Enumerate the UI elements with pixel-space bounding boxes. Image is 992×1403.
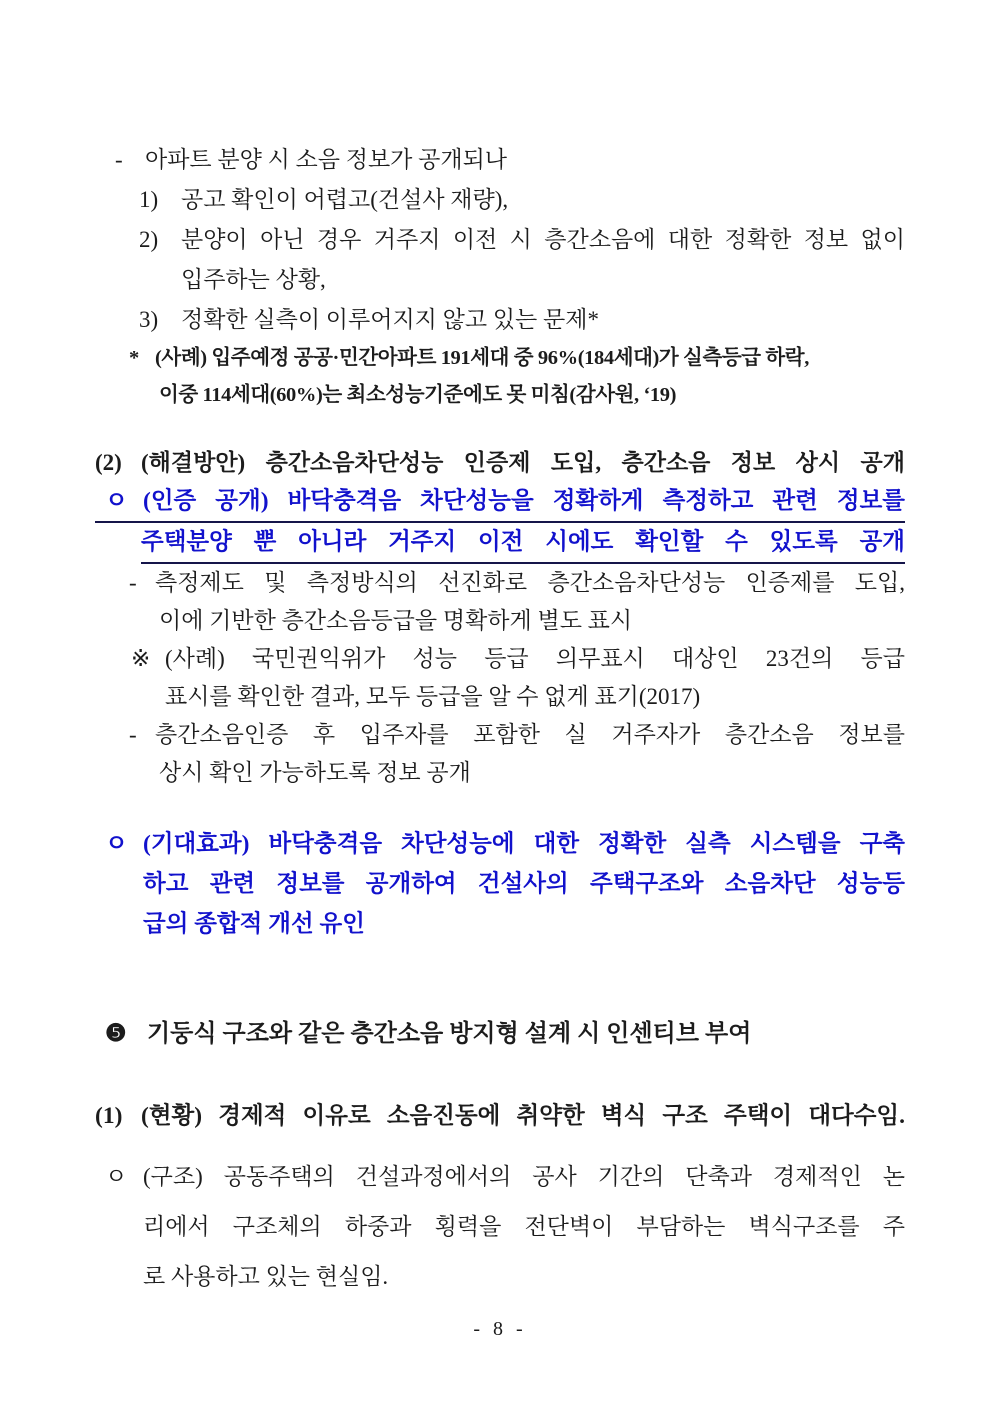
- dash-marker: -: [129, 722, 137, 747]
- paragraph-structure-line3: [95, 1252, 905, 1302]
- heading-current-status: [95, 1096, 905, 1136]
- line-text: 표시를 확인한 결과, 모두 등급을 알 수 없게 표기(2017): [165, 684, 701, 709]
- page-number: - 8 -: [473, 1318, 527, 1340]
- bullet-text: (인증 공개) 바닥충격음 차단성능을 정확하게 측정하고 관련 정보를: [143, 488, 905, 514]
- bullet-text: (기대효과) 바닥충격음 차단성능에 대한 정확한 실측 시스템을 구축: [143, 831, 905, 857]
- line-text: 측정제도 및 측정방식의 선진화로 층간소음차단성능 인증제를 도입,: [155, 570, 905, 595]
- bullet-expected-effect-line2: [95, 864, 905, 904]
- subitem-measurement-line1: [95, 564, 905, 602]
- bullet-text: 급의 종합적 개선 유인: [143, 911, 365, 937]
- heading-incentive-design: [95, 1014, 905, 1054]
- bullet-cert-disclosure-line2: [95, 523, 905, 564]
- bullet-expected-effect-line1: [95, 824, 905, 864]
- line-text: 공고 확인이 어렵고(건설사 재량),: [181, 187, 509, 212]
- reference-case-line1: [95, 640, 905, 678]
- footnote-text: (사례) 입주예정 공공·민간아파트 191세대 중 96%(184세대)가 실측등급 하락,: [155, 347, 809, 369]
- line-problem-3: [95, 300, 905, 340]
- section-number-marker: (1): [95, 1103, 123, 1129]
- line-text: 이에 기반한 층간소음등급을 명확하게 별도 표시: [159, 608, 633, 633]
- heading-text: (현황) 경제적 이유로 소음진동에 취약한 벽식 구조 주택이 대다수임.: [141, 1103, 905, 1129]
- line-problem-2: [95, 220, 905, 260]
- section-number-marker: (2): [95, 450, 122, 475]
- line-problem-1: [95, 180, 905, 220]
- subitem-disclosure-line1: [95, 716, 905, 754]
- paragraph-structure-line2: [95, 1202, 905, 1252]
- dash-marker: -: [129, 570, 137, 595]
- bullet-text: 하고 관련 정보를 공개하여 건설사의 주택구조와 소음차단 성능등: [143, 871, 905, 897]
- footnote-text: 이중 114세대(60%)는 최소성능기준에도 못 미침(감사원, ‘19): [159, 384, 677, 406]
- bullet-text: 주택분양 뿐 아니라 거주지 이전 시에도 확인할 수 있도록 공개: [141, 523, 905, 564]
- reference-case-line2: [95, 678, 905, 716]
- line-text: 분양이 아닌 경우 거주지 이전 시 층간소음에 대한 정확한 정보 없이: [181, 227, 905, 252]
- line-text: 아파트 분양 시 소음 정보가 공개되나: [145, 147, 508, 172]
- line-noise-info-intro: [95, 140, 905, 180]
- heading-text: (해결방안) 층간소음차단성능 인증제 도입, 층간소음 정보 상시 공개: [141, 450, 905, 475]
- footnote-case-line1: [95, 340, 905, 377]
- number-marker: 1): [139, 187, 159, 212]
- asterisk-marker: *: [129, 347, 139, 369]
- circle-bullet-marker: ㅇ: [105, 488, 128, 514]
- footnote-case-line2: [95, 377, 905, 414]
- dash-marker: -: [115, 147, 123, 172]
- paragraph-text: (구조) 공동주택의 건설과정에서의 공사 기간의 단축과 경제적인 논: [143, 1164, 905, 1189]
- subitem-disclosure-line2: [95, 754, 905, 792]
- subitem-measurement-line2: [95, 602, 905, 640]
- line-problem-2-cont: [95, 260, 905, 300]
- circled-5-marker: ❺: [105, 1021, 127, 1047]
- paragraph-structure-line1: [95, 1152, 905, 1202]
- paragraph-text: 리에서 구조체의 하중과 횡력을 전단벽이 부담하는 벽식구조를 주: [143, 1214, 905, 1239]
- line-text: 상시 확인 가능하도록 정보 공개: [159, 760, 471, 785]
- line-text: 입주하는 상황,: [181, 267, 326, 292]
- circle-bullet-marker: ㅇ: [105, 831, 128, 857]
- heading-text: 기둥식 구조와 같은 층간소음 방지형 설계 시 인센티브 부여: [147, 1021, 752, 1047]
- bullet-expected-effect-line3: [95, 904, 905, 944]
- paragraph-text: 로 사용하고 있는 현실임.: [143, 1264, 389, 1289]
- number-marker: 2): [139, 227, 159, 252]
- heading-solution: [95, 444, 905, 482]
- reference-marker: ※: [131, 646, 151, 671]
- circle-bullet-marker: ㅇ: [105, 1164, 128, 1189]
- line-text: 정확한 실측이 이루어지지 않고 있는 문제*: [181, 307, 599, 332]
- bullet-cert-disclosure-line1: [95, 482, 905, 523]
- line-text: (사례) 국민권익위가 성능 등급 의무표시 대상인 23건의 등급: [165, 646, 905, 671]
- line-text: 층간소음인증 후 입주자를 포함한 실 거주자가 층간소음 정보를: [155, 722, 905, 747]
- number-marker: 3): [139, 307, 159, 332]
